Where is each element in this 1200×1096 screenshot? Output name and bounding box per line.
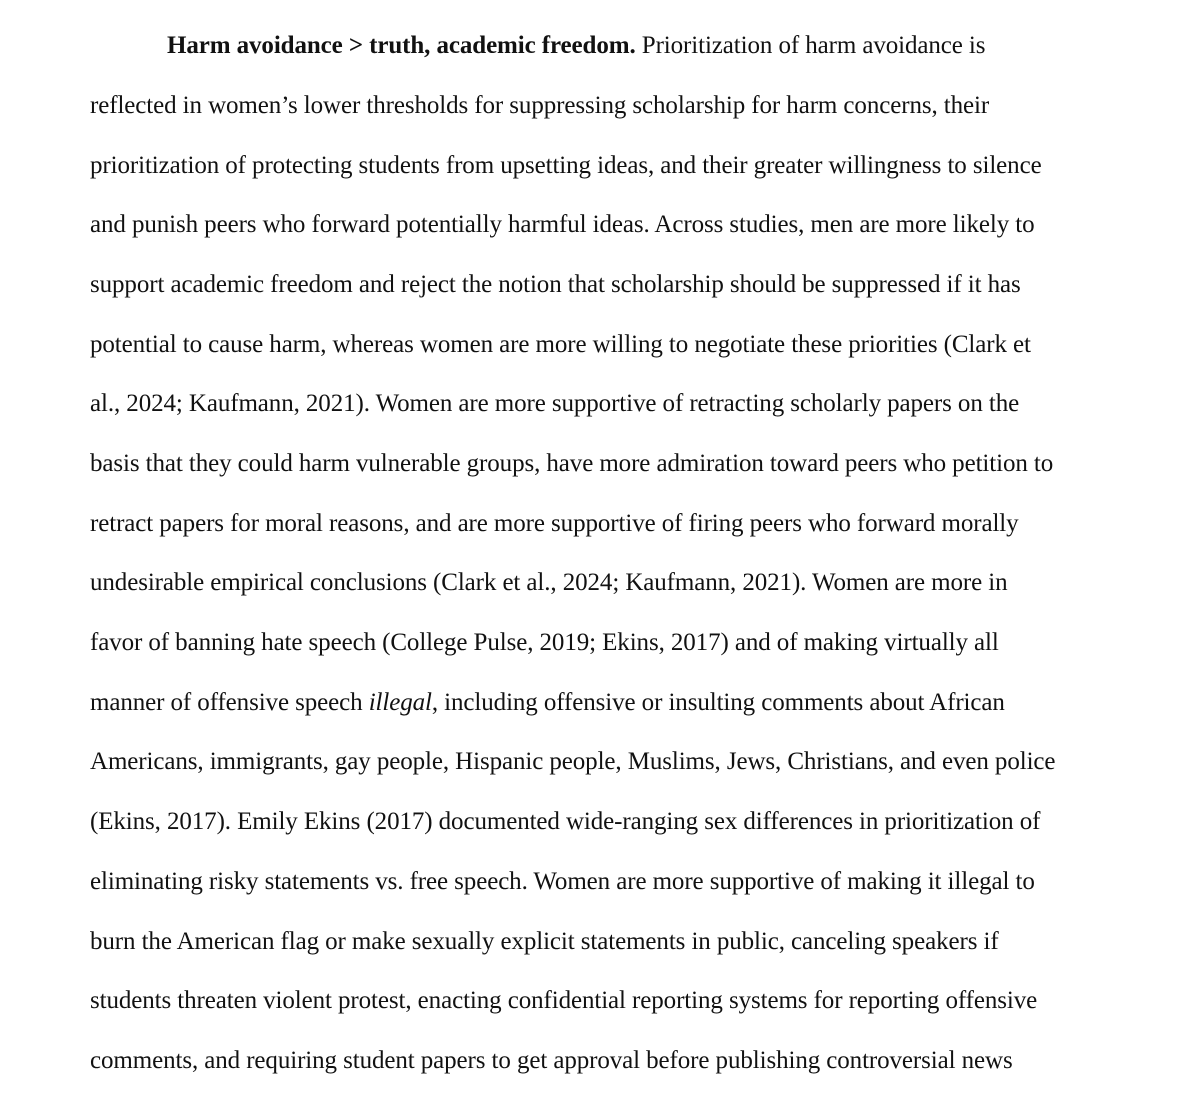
paragraph-line-6	[90, 330, 1031, 360]
paragraph-line-7	[90, 389, 1019, 419]
emphasis-text: illegal	[368, 689, 432, 716]
paragraph-line-3	[90, 151, 1042, 181]
paragraph-line-9	[90, 509, 1019, 539]
paragraph-line-13	[90, 747, 1055, 777]
paragraph-line-18	[90, 1046, 1013, 1076]
paragraph-line-8	[90, 449, 1053, 479]
line-text: Prioritization of harm avoidance is	[635, 32, 986, 59]
line-text: basis that they could harm vulnerable groups, have more admiration toward peers who petition to	[90, 450, 1054, 477]
section-heading: Harm avoidance > truth, academic freedom.	[167, 32, 636, 59]
line-text: retract papers for moral reasons, and are more supportive of firing peers who forward morally	[90, 510, 1019, 537]
line-text: Americans, immigrants, gay people, Hispanic people, Muslims, Jews, Christians, and even police	[90, 748, 1056, 775]
line-text: and punish peers who forward potentially harmful ideas. Across studies, men are more likely to	[90, 211, 1035, 238]
line-text: comments, and requiring student papers to get approval before publishing controversial news	[90, 1047, 1013, 1074]
paragraph-line-14	[90, 807, 1040, 837]
line-text: burn the American flag or make sexually explicit statements in public, canceling speakers if	[90, 928, 999, 955]
paragraph-line-5	[90, 270, 1021, 300]
line-text: (Ekins, 2017). Emily Ekins (2017) documented wide-ranging sex differences in prioritization of	[90, 808, 1041, 835]
line-text: prioritization of protecting students from upsetting ideas, and their greater willingness to silence	[90, 152, 1042, 179]
line-text: potential to cause harm, whereas women are more willing to negotiate these priorities (Clark et	[90, 331, 1031, 358]
line-text: eliminating risky statements vs. free speech. Women are more supportive of making it illegal to	[90, 868, 1035, 895]
paragraph-line-4	[90, 210, 1035, 240]
line-text: , including offensive or insulting comments about African	[431, 689, 1005, 716]
line-text: reflected in women’s lower thresholds for suppressing scholarship for harm concerns, their	[90, 92, 990, 119]
paragraph-line-10	[90, 568, 1008, 598]
paragraph-line-2	[90, 91, 989, 121]
line-text: favor of banning hate speech (College Pulse, 2019; Ekins, 2017) and of making virtually all	[90, 629, 999, 656]
paragraph-line-11	[90, 628, 999, 658]
paragraph-line-17	[90, 986, 1037, 1016]
paragraph-line-12	[90, 688, 1005, 718]
paragraph-line-15	[90, 867, 1035, 897]
line-text: support academic freedom and reject the notion that scholarship should be suppressed if it has	[90, 271, 1021, 298]
line-text: manner of offensive speech	[90, 689, 369, 716]
paragraph-line-1	[167, 31, 985, 61]
line-text: al., 2024; Kaufmann, 2021). Women are more supportive of retracting scholarly papers on the	[90, 390, 1020, 417]
paragraph-line-16	[90, 927, 999, 957]
line-text: undesirable empirical conclusions (Clark et al., 2024; Kaufmann, 2021). Women are more in	[90, 569, 1008, 596]
line-text: students threaten violent protest, enacting confidential reporting systems for reporting offensive	[90, 987, 1038, 1014]
